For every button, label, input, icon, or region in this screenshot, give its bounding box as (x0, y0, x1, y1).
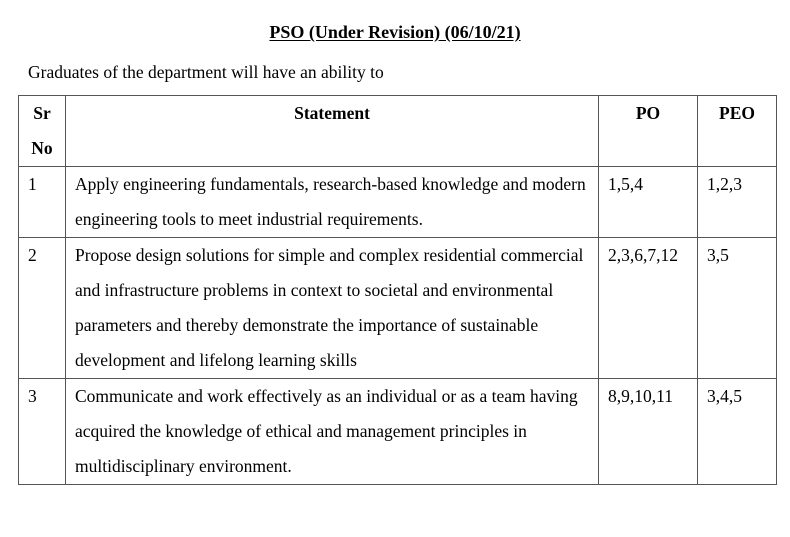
intro-text: Graduates of the department will have an ability to (28, 62, 384, 82)
peo-cell: 3,4,5 (698, 379, 777, 485)
sr-header-line2: No (31, 138, 53, 158)
document-title: PSO (Under Revision) (06/10/21) (269, 22, 521, 42)
statement-header: Statement (66, 96, 599, 167)
statement-cell: Communicate and work effectively as an individual or as a team having acquired the knowledge of ethical and management principles in multidisciplinary environment. (66, 379, 599, 485)
statement-cell: Propose design solutions for simple and complex residential commercial and infrastructure problems in context to societal and environmental parameters and thereby demonstrate the importance of sustainable development and lifelong learning skills (66, 238, 599, 379)
po-cell: 1,5,4 (599, 167, 698, 238)
table-row (19, 379, 777, 485)
po-header: PO (599, 96, 698, 167)
sr-cell: 1 (19, 167, 66, 238)
sr-header-line1: Sr (33, 103, 51, 123)
sr-cell: 3 (19, 379, 66, 485)
statement-cell: Apply engineering fundamentals, research-based knowledge and modern engineering tools to meet industrial requirements. (66, 167, 599, 238)
table-row (19, 167, 777, 238)
peo-cell: 3,5 (698, 238, 777, 379)
po-cell: 2,3,6,7,12 (599, 238, 698, 379)
sr-no-header (19, 96, 66, 167)
sr-cell: 2 (19, 238, 66, 379)
table-row (19, 238, 777, 379)
table-header-row (19, 96, 777, 167)
peo-cell: 1,2,3 (698, 167, 777, 238)
pso-table (18, 95, 777, 485)
po-cell: 8,9,10,11 (599, 379, 698, 485)
peo-header: PEO (698, 96, 777, 167)
